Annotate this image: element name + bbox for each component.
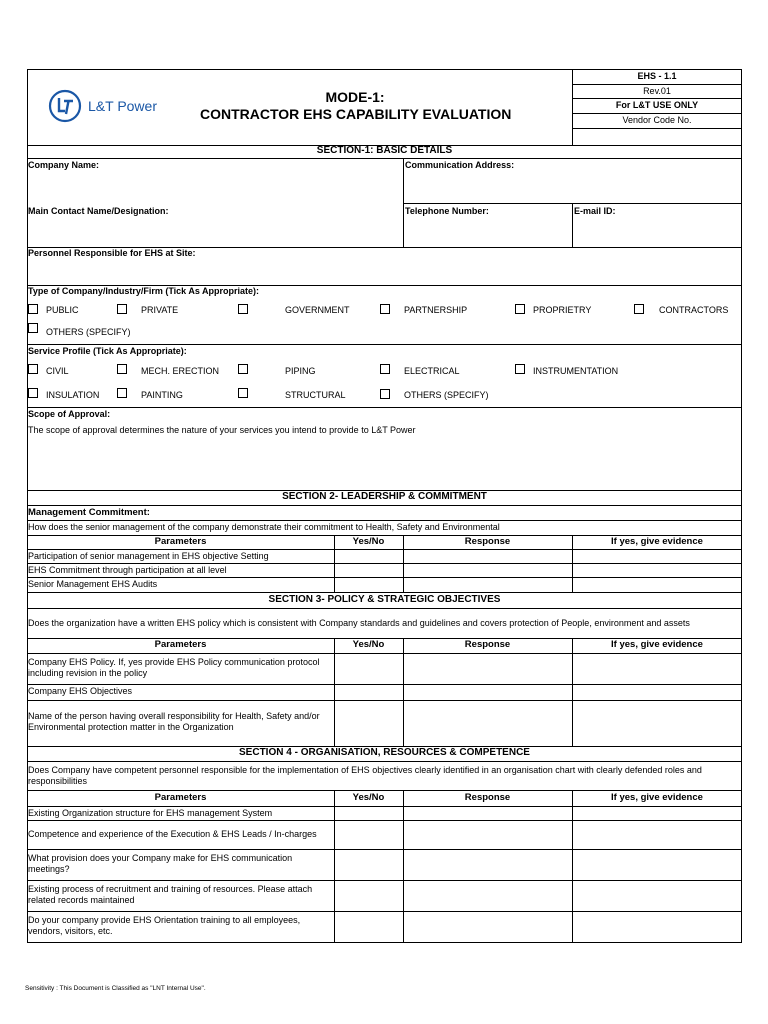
checkbox-mech-erection[interactable] bbox=[117, 364, 127, 374]
table-row: EHS Commitment through participation at all level bbox=[28, 565, 227, 575]
logo-text: L&T Power bbox=[88, 98, 157, 114]
doc-code: EHS - 1.1 bbox=[637, 71, 677, 81]
s4-header-response: Response bbox=[464, 792, 511, 803]
service-electrical-label: ELECTRICAL bbox=[404, 366, 460, 376]
checkbox-civil[interactable] bbox=[28, 364, 38, 374]
vendor-code-label: Vendor Code No. bbox=[622, 115, 692, 125]
s2-header-parameters: Parameters bbox=[154, 536, 207, 547]
checkbox-public[interactable] bbox=[28, 304, 38, 314]
service-insulation-label: INSULATION bbox=[46, 390, 100, 400]
section3-question: Does the organization have a written EHS policy which is consistent with Company standards and guidelines and covers protection of People, environment and assets bbox=[28, 618, 690, 628]
service-piping-label: PIPING bbox=[285, 366, 316, 376]
section4-title: SECTION 4 - ORGANISATION, RESOURCES & COMPETENCE bbox=[239, 747, 530, 758]
table-row: Competence and experience of the Execution & EHS Leads / In-charges bbox=[28, 829, 317, 839]
type-government-label: GOVERNMENT bbox=[285, 305, 350, 315]
service-mech-erection-label: MECH. ERECTION bbox=[141, 366, 220, 376]
vendor-code-input[interactable] bbox=[573, 129, 741, 144]
table-row: Do your company provide EHS Orientation training to all employees, vendors, visitors, etc. bbox=[28, 915, 301, 936]
checkbox-insulation[interactable] bbox=[28, 388, 38, 398]
personnel-ehs-input[interactable] bbox=[28, 260, 741, 284]
communication-address-input[interactable] bbox=[405, 172, 741, 202]
checkbox-partnership[interactable] bbox=[380, 304, 390, 314]
main-contact-label: Main Contact Name/Designation: bbox=[28, 206, 169, 216]
scope-label: Scope of Approval: bbox=[28, 409, 111, 419]
checkbox-piping[interactable] bbox=[238, 364, 248, 374]
service-civil-label: CIVIL bbox=[46, 366, 69, 376]
revision: Rev.01 bbox=[643, 86, 671, 96]
section2-title: SECTION 2- LEADERSHIP & COMMITMENT bbox=[282, 491, 487, 502]
s3-header-response: Response bbox=[464, 639, 511, 650]
type-partnership-label: PARTNERSHIP bbox=[404, 305, 468, 315]
company-name-label: Company Name: bbox=[28, 160, 100, 170]
table-row: What provision does your Company make for EHS communication meetings? bbox=[28, 853, 293, 874]
s4-header-evidence: If yes, give evidence bbox=[611, 792, 703, 803]
s2-header-evidence: If yes, give evidence bbox=[611, 536, 703, 547]
scope-text: The scope of approval determines the nature of your services you intend to provide to L&T Power bbox=[28, 425, 416, 435]
type-private-label: PRIVATE bbox=[141, 305, 179, 315]
table-row: Participation of senior management in EHS objective Setting bbox=[28, 551, 269, 561]
logo bbox=[48, 89, 178, 125]
type-public-label: PUBLIC bbox=[46, 305, 79, 315]
s4-header-parameters: Parameters bbox=[154, 792, 207, 803]
communication-address-label: Communication Address: bbox=[405, 160, 515, 170]
service-instrumentation-label: INSTRUMENTATION bbox=[533, 366, 619, 376]
checkbox-others-type[interactable] bbox=[28, 323, 38, 333]
checkbox-private[interactable] bbox=[117, 304, 127, 314]
table-row: Company EHS Policy. If, yes provide EHS Policy communication protocol including revision in the policy bbox=[28, 657, 320, 678]
s4-header-yesno: Yes/No bbox=[352, 792, 385, 803]
s3-header-yesno: Yes/No bbox=[352, 639, 385, 650]
section2-subtitle: Management Commitment: bbox=[28, 507, 150, 518]
table-row: Senior Management EHS Audits bbox=[28, 579, 158, 589]
checkbox-instrumentation[interactable] bbox=[515, 364, 525, 374]
s3-header-parameters: Parameters bbox=[154, 639, 207, 650]
email-label: E-mail ID: bbox=[574, 206, 616, 216]
personnel-ehs-label: Personnel Responsible for EHS at Site: bbox=[28, 248, 196, 258]
lt-logo-icon bbox=[48, 89, 82, 123]
use-label: For L&T USE ONLY bbox=[615, 100, 699, 110]
title-line1: MODE-1: bbox=[325, 89, 385, 105]
title-line2: CONTRACTOR EHS CAPABILITY EVALUATION bbox=[200, 106, 512, 122]
checkbox-proprietry[interactable] bbox=[515, 304, 525, 314]
main-contact-input[interactable] bbox=[28, 218, 402, 246]
type-others-label: OTHERS (SPECIFY) bbox=[46, 327, 131, 337]
table-row: Existing process of recruitment and training of resources. Please attach related records maintained bbox=[28, 884, 313, 905]
service-profile-label: Service Profile (Tick As Appropriate): bbox=[28, 346, 187, 356]
section3-title: SECTION 3- POLICY & STRATEGIC OBJECTIVES bbox=[268, 594, 501, 605]
sensitivity-footer: Sensitivity : This Document is Classified as "LNT Internal Use". bbox=[25, 985, 206, 992]
section1-title: SECTION-1: BASIC DETAILS bbox=[316, 145, 453, 156]
service-painting-label: PAINTING bbox=[141, 390, 183, 400]
s2-header-response: Response bbox=[464, 536, 511, 547]
email-input[interactable] bbox=[574, 218, 741, 246]
checkbox-electrical[interactable] bbox=[380, 364, 390, 374]
service-structural-label: STRUCTURAL bbox=[285, 390, 346, 400]
table-row: Existing Organization structure for EHS management System bbox=[28, 808, 273, 818]
telephone-label: Telephone Number: bbox=[405, 206, 489, 216]
table-row: Name of the person having overall responsibility for Health, Safety and/or Environmental protection matter in the Organization bbox=[28, 711, 320, 732]
type-contractors-label: CONTRACTORS bbox=[659, 305, 729, 315]
telephone-input[interactable] bbox=[405, 218, 571, 246]
type-proprietry-label: PROPRIETRY bbox=[533, 305, 592, 315]
checkbox-painting[interactable] bbox=[117, 388, 127, 398]
table-row: Company EHS Objectives bbox=[28, 686, 133, 696]
section2-question: How does the senior management of the company demonstrate their commitment to Health, Safety and Environmental bbox=[28, 522, 500, 532]
scope-input[interactable] bbox=[28, 438, 741, 488]
service-others-label: OTHERS (SPECIFY) bbox=[404, 390, 489, 400]
checkbox-others-service[interactable] bbox=[380, 389, 390, 399]
checkbox-contractors[interactable] bbox=[634, 304, 644, 314]
checkbox-government[interactable] bbox=[238, 304, 248, 314]
s2-header-yesno: Yes/No bbox=[352, 536, 385, 547]
company-name-input[interactable] bbox=[28, 172, 402, 202]
checkbox-structural[interactable] bbox=[238, 388, 248, 398]
section4-question: Does Company have competent personnel responsible for the implementation of EHS objectives clearly identified in an organisation chart with clearly defended roles and responsibilities bbox=[28, 765, 702, 786]
company-type-label: Type of Company/Industry/Firm (Tick As Appropriate): bbox=[28, 286, 260, 296]
s3-header-evidence: If yes, give evidence bbox=[611, 639, 703, 650]
